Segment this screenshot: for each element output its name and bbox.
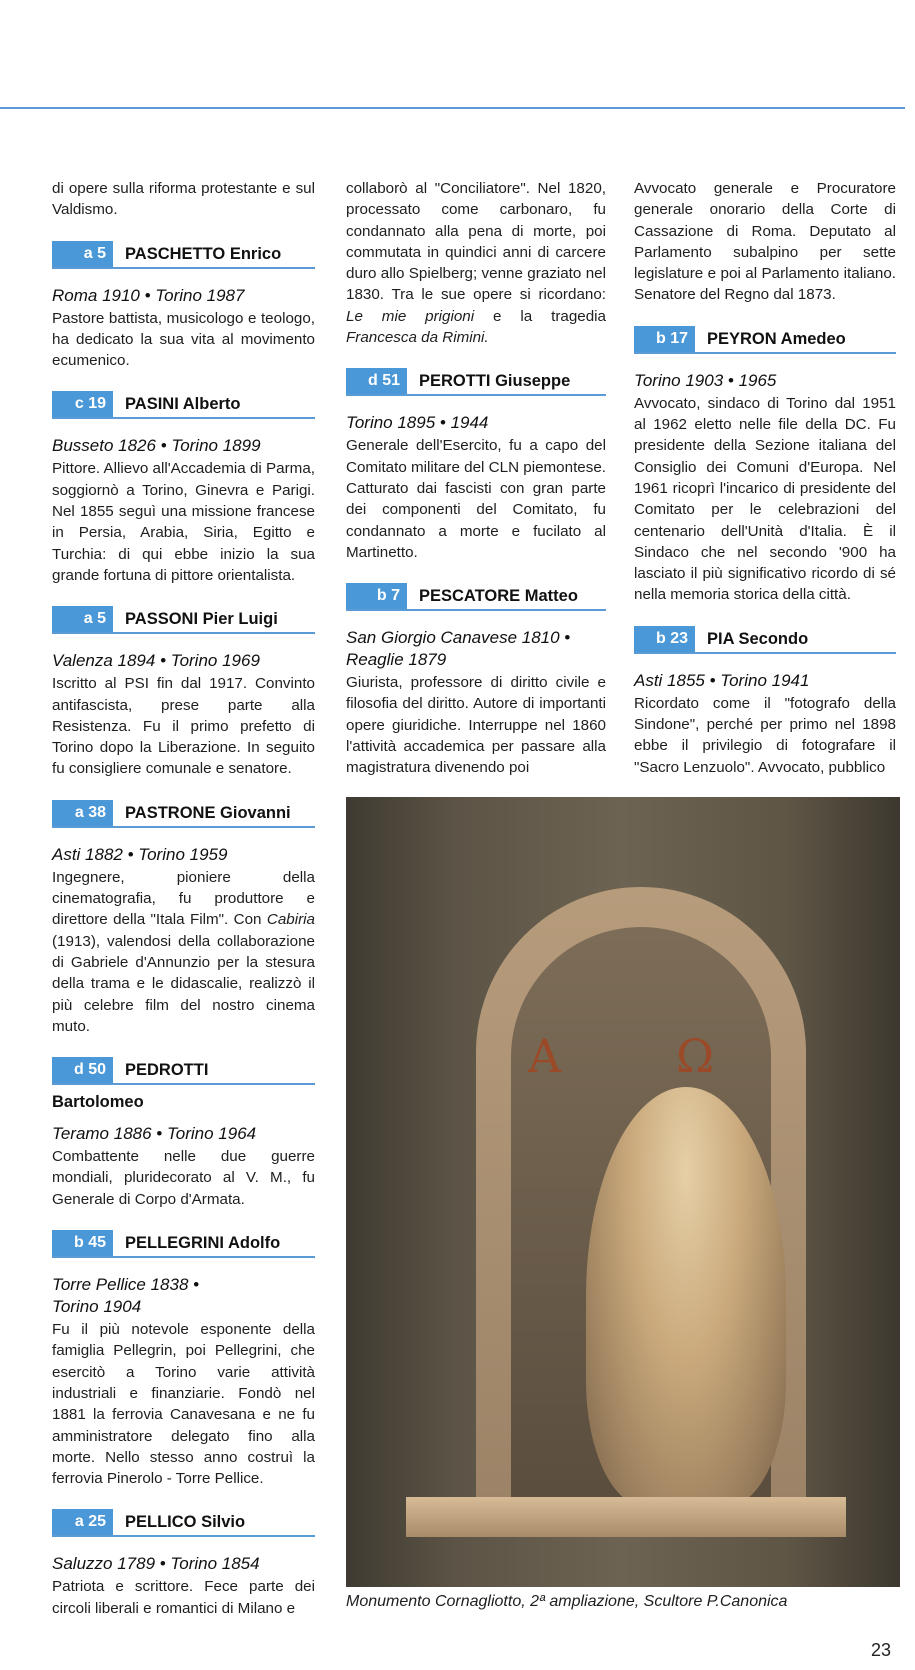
location-code: a 5: [52, 241, 113, 267]
entry-text: Combattente nelle due guerre mondiali, pluridecorato al V. M., fu Generale di Corpo d'Armata.: [52, 1148, 315, 1208]
entry-text: Avvocato, sindaco di Torino dal 1951 al 1962 eletto nelle file della DC. Fu presidente della Sezione italiana del Consiglio dei Comuni d'Europa. Nel 1961 ricoprì l'incarico di presidente del Comitato per le celebrazioni del centenario dell'Unità d'Italia. È il Sindaco che nel secondo '900 ha lasciato il più significativo ricordo di sé nella memoria storica della città.: [634, 394, 896, 604]
work-title: Francesca da Rimini.: [346, 329, 489, 347]
entry-pellico: [52, 1511, 315, 1619]
statue-figure: [586, 1087, 786, 1507]
entry-pasini: [52, 393, 315, 586]
entry-text: Pittore. Allievo all'Accademia di Parma, soggiornò a Torino, Ginevra e Parigi. Nel 1855 seguì una missione francese in Persia, Arabia, Siria, Egitto e Turchia: di qui ebbe inizio la sua grande fortuna di pittore orientalista.: [52, 460, 315, 584]
column-1: [52, 178, 315, 1619]
entry-peyron: [634, 328, 896, 606]
entry-dates: Asti 1882 • Torino 1959: [52, 844, 228, 864]
entry-header: [52, 1511, 315, 1537]
entry-header: [346, 585, 606, 611]
monument-plinth: [406, 1497, 846, 1537]
entry-paschetto: [52, 243, 315, 372]
col3-intro: Avvocato generale e Procuratore generale onorario della Corte di Cassazione di Roma. Deputato al Parlamento subalpino per sette legislature e poi al Parlamento italiano. Senatore del Regno dal 1873.: [634, 180, 896, 304]
entry-name: PEDROTTI: [125, 1061, 209, 1080]
entry-pescatore: [346, 585, 606, 778]
entry-header: [52, 393, 315, 419]
omega-letter: Ω: [676, 1029, 715, 1083]
entry-text: Giurista, professore di diritto civile e filosofia del diritto. Autore di importanti opere giuridiche. Interruppe nel 1860 l'attività accademica per passare alla magistratura divenendo poi: [346, 674, 606, 777]
entry-header: [52, 802, 315, 828]
entry-text-part: Ingegnere, pioniere della cinematografia, fu produttore e direttore della "Itala Film". Con: [52, 868, 315, 929]
entry-text: Pastore battista, musicologo e teologo, ha dedicato la sua vita al movimento ecumenico.: [52, 309, 315, 370]
entry-text: Patriota e scrittore. Fece parte dei circoli liberali e romantici di Milano e: [52, 1578, 315, 1617]
entry-text: Fu il più notevole esponente della famiglia Pellegrin, poi Pellegrini, che esercitò a Torino varie attività industriali e finanziarie. Fondò nel 1881 la ferrovia Canavesana e ne fu amministratore delegato fino alla morte. Nello stesso anno costruì la ferrovia Pinerolo - Torre Pellice.: [52, 1321, 315, 1488]
col2-intro: [346, 178, 606, 348]
entry-name: PELLEGRINI Adolfo: [125, 1234, 281, 1253]
page-number: 23: [871, 1640, 892, 1660]
entry-header: [634, 328, 896, 354]
entry-pia: [634, 628, 896, 778]
entry-header: [346, 370, 606, 396]
intro-part: e la tragedia: [474, 307, 606, 325]
entry-dates: Roma 1910 • Torino 1987: [52, 285, 245, 305]
entry-dates: San Giorgio Canavese 1810 • Reaglie 1879: [346, 628, 571, 670]
location-code: a 25: [52, 1509, 113, 1535]
location-code: c 19: [52, 391, 113, 417]
entry-dates: Saluzzo 1789 • Torino 1854: [52, 1554, 260, 1574]
entry-passoni: [52, 608, 315, 779]
entry-dates: Torino 1903 • 1965: [634, 370, 777, 390]
entry-dates: Valenza 1894 • Torino 1969: [52, 651, 260, 671]
entry-name: PASINI Alberto: [125, 395, 241, 414]
location-code: b 7: [346, 583, 407, 609]
entry-header: [52, 243, 315, 269]
entry-name-line2: Bartolomeo: [52, 1093, 144, 1112]
entry-dates: Busseto 1826 • Torino 1899: [52, 436, 261, 456]
intro-part: collaborò al "Conciliatore". Nel 1820, processato come carbonaro, fu condannato alla pena di morte, poi commutata in quindici anni di carcere duro allo Spielberg; venne graziato nel 1830. Tra le sue opere si ricordano:: [346, 180, 606, 304]
entry-name: PASSONI Pier Luigi: [125, 610, 278, 629]
entry-pedrotti: [52, 1059, 315, 1210]
location-code: d 51: [346, 368, 407, 394]
entry-name: PASCHETTO Enrico: [125, 244, 282, 263]
entry-text: Ricordato come il "fotografo della Sindone", perché per primo nel 1898 ebbe il privilegio di fotografare il "Sacro Lenzuolo". Avvocato, pubblico: [634, 694, 896, 776]
entry-name: PIA Secondo: [707, 629, 809, 648]
location-code: a 38: [52, 800, 113, 826]
photo-caption: Monumento Cornagliotto, 2ª ampliazione, Scultore P.Canonica: [346, 1593, 788, 1610]
entry-dates: Torino 1895 • 1944: [346, 413, 489, 433]
film-title: Cabiria: [266, 911, 315, 929]
col1-intro: di opere sulla riforma protestante e sul Valdismo.: [52, 180, 315, 219]
alpha-letter: A: [528, 1029, 562, 1083]
entry-name: PEROTTI Giuseppe: [419, 372, 571, 391]
location-code: b 17: [634, 326, 695, 352]
work-title: Le mie prigioni: [346, 307, 475, 325]
monument-photo: [346, 797, 900, 1587]
entry-name: PEYRON Amedeo: [707, 329, 846, 348]
entry-pellegrini: [52, 1232, 315, 1489]
entry-header: [52, 1059, 315, 1085]
entry-text-part: (1913), valendosi della collaborazione di Gabriele d'Annunzio per la stesura della trama e le didascalie, realizzò il più celebre film del nostro cinema muto.: [52, 932, 315, 1035]
location-code: b 23: [634, 626, 695, 652]
entry-name: PESCATORE Matteo: [419, 587, 578, 606]
top-rule: [0, 107, 905, 109]
entry-dates: Torre Pellice 1838 • Torino 1904: [52, 1275, 200, 1317]
column-2: [346, 178, 606, 779]
entry-dates: Asti 1855 • Torino 1941: [634, 670, 810, 690]
column-3: [634, 178, 896, 778]
entry-name: PELLICO Silvio: [125, 1513, 246, 1532]
entry-header: [52, 1232, 315, 1258]
entry-text: [52, 867, 315, 1037]
entry-header: [634, 628, 896, 654]
entry-header: [52, 608, 315, 634]
location-code: b 45: [52, 1230, 113, 1256]
entry-text: Iscritto al PSI fin dal 1917. Convinto antifascista, prese parte alla Resistenza. Fu il primo prefetto di Torino dopo la Liberazione. In seguito fu consigliere comunale e senatore.: [52, 675, 315, 778]
entry-name: PASTRONE Giovanni: [125, 803, 291, 822]
entry-dates: Teramo 1886 • Torino 1964: [52, 1124, 257, 1144]
entry-perotti: [346, 370, 606, 563]
entry-text: Generale dell'Esercito, fu a capo del Comitato militare del CLN piemontese. Catturato dai fascisti con gran parte dei componenti del Comitato, fu condannato a morte e fucilato al Martinetto.: [346, 437, 606, 561]
entry-pastrone: [52, 802, 315, 1037]
location-code: a 5: [52, 606, 113, 632]
location-code: d 50: [52, 1057, 113, 1083]
